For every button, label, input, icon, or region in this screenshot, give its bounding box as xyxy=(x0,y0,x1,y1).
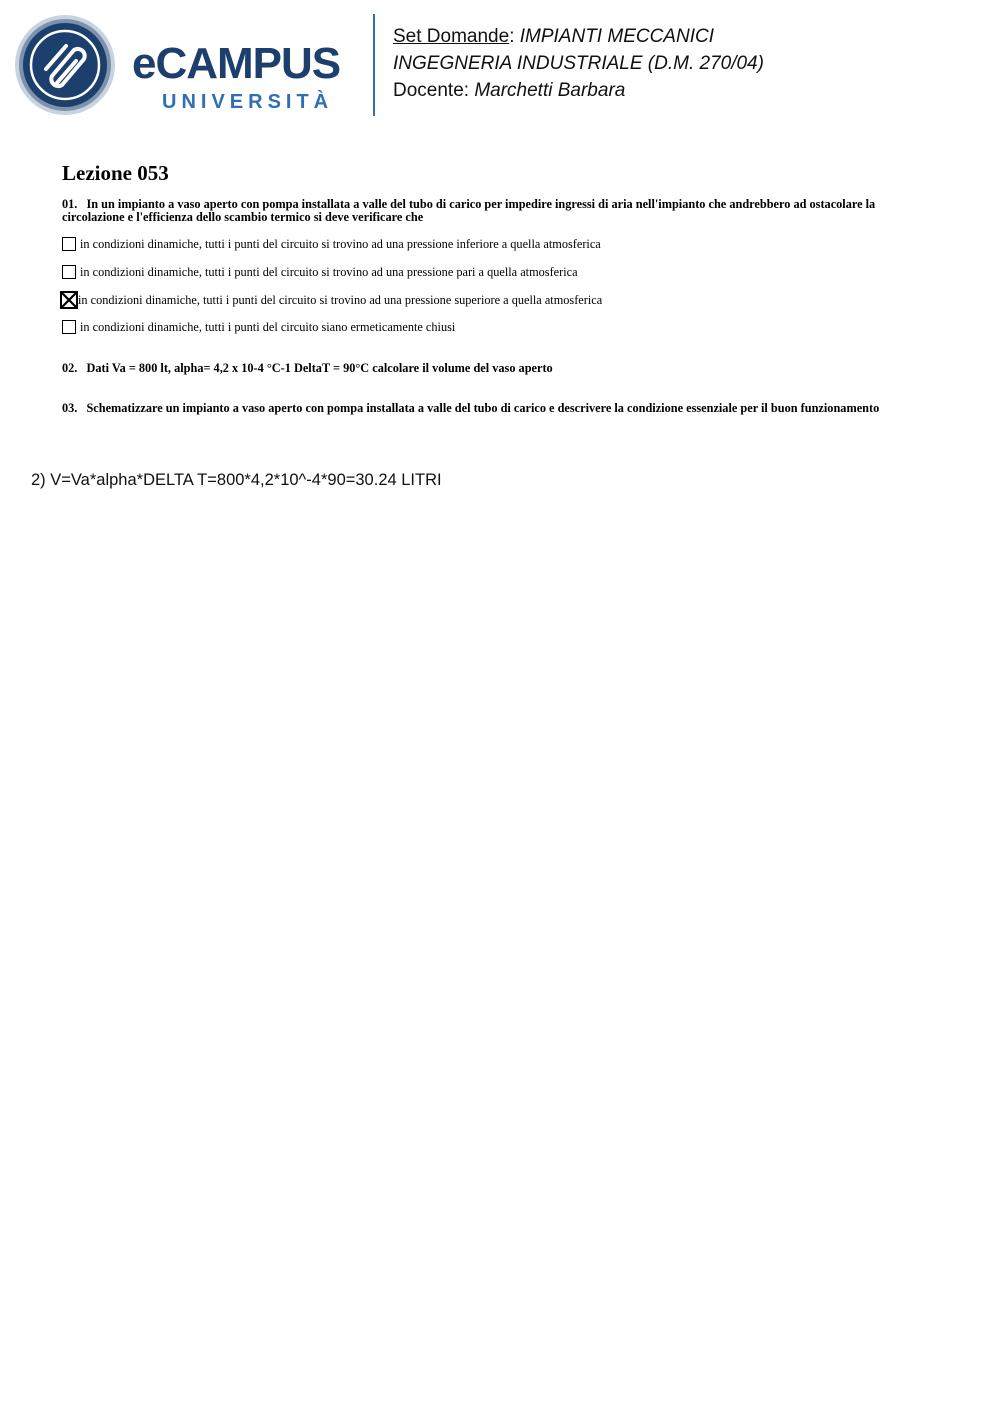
ecampus-seal-logo xyxy=(14,14,116,116)
question-text: Dati Va = 800 lt, alpha= 4,2 x 10-4 °C-1 DeltaT = 90°C calcolare il volume del vaso aperto xyxy=(86,361,553,375)
question-02 xyxy=(62,362,912,375)
option-1[interactable] xyxy=(62,236,601,252)
handwritten-answer: 2) V=Va*alpha*DELTA T=800*4,2*10^-4*90=30.24 LITRI xyxy=(31,471,442,489)
option-4[interactable] xyxy=(62,319,455,335)
page-header xyxy=(0,0,1000,130)
question-number: 01. xyxy=(62,197,78,211)
course-line: Set Domande: IMPIANTI MECCANICI xyxy=(393,26,714,47)
question-number: 02. xyxy=(62,361,78,375)
course-info xyxy=(393,23,764,104)
teacher-label: Docente: xyxy=(393,80,470,101)
teacher-line xyxy=(393,77,764,104)
question-01 xyxy=(62,198,912,224)
svg-text:UNIVERSITÀ: UNIVERSITÀ xyxy=(162,91,334,113)
lesson-title: Lezione 053 xyxy=(62,161,169,185)
question-number: 03. xyxy=(62,401,78,415)
svg-text:eCAMPUS: eCAMPUS xyxy=(132,39,341,88)
header-divider xyxy=(373,14,375,116)
question-text: In un impianto a vaso aperto con pompa installata a valle del tubo di carico per impedire ingressi di aria nell'impianto che andrebbero ad ostacolare la circolazione e l'efficienza dello scambio termico si deve verificare che xyxy=(62,197,876,224)
set-label: Set Domande xyxy=(393,26,510,47)
ecampus-wordmark-logo xyxy=(132,38,356,116)
option-text: in condizioni dinamiche, tutti i punti del circuito si trovino ad una pressione inferiore a quella atmosferica xyxy=(80,237,601,251)
teacher-name: Marchetti Barbara xyxy=(474,80,626,101)
question-text: Schematizzare un impianto a vaso aperto con pompa installata a valle del tubo di carico e descrivere la condizione essenziale per il buon funzionamento xyxy=(86,401,880,415)
checkbox-empty[interactable] xyxy=(62,237,76,251)
option-text: in condizioni dinamiche, tutti i punti del circuito si trovino ad una pressione pari a quella atmosferica xyxy=(80,265,578,279)
option-3[interactable] xyxy=(62,292,602,308)
checkbox-empty[interactable] xyxy=(62,320,76,334)
checkbox-empty[interactable] xyxy=(62,265,76,279)
checkbox-checked-icon[interactable] xyxy=(60,291,78,309)
question-03 xyxy=(62,402,912,415)
option-text: in condizioni dinamiche, tutti i punti del circuito siano ermeticamente chiusi xyxy=(80,320,456,334)
option-2[interactable] xyxy=(62,264,578,280)
degree-line: INGEGNERIA INDUSTRIALE (D.M. 270/04) xyxy=(393,53,764,74)
course-name: IMPIANTI MECCANICI xyxy=(519,26,714,47)
option-text: in condizioni dinamiche, tutti i punti del circuito si trovino ad una pressione superiore a quella atmosferica xyxy=(78,293,603,307)
